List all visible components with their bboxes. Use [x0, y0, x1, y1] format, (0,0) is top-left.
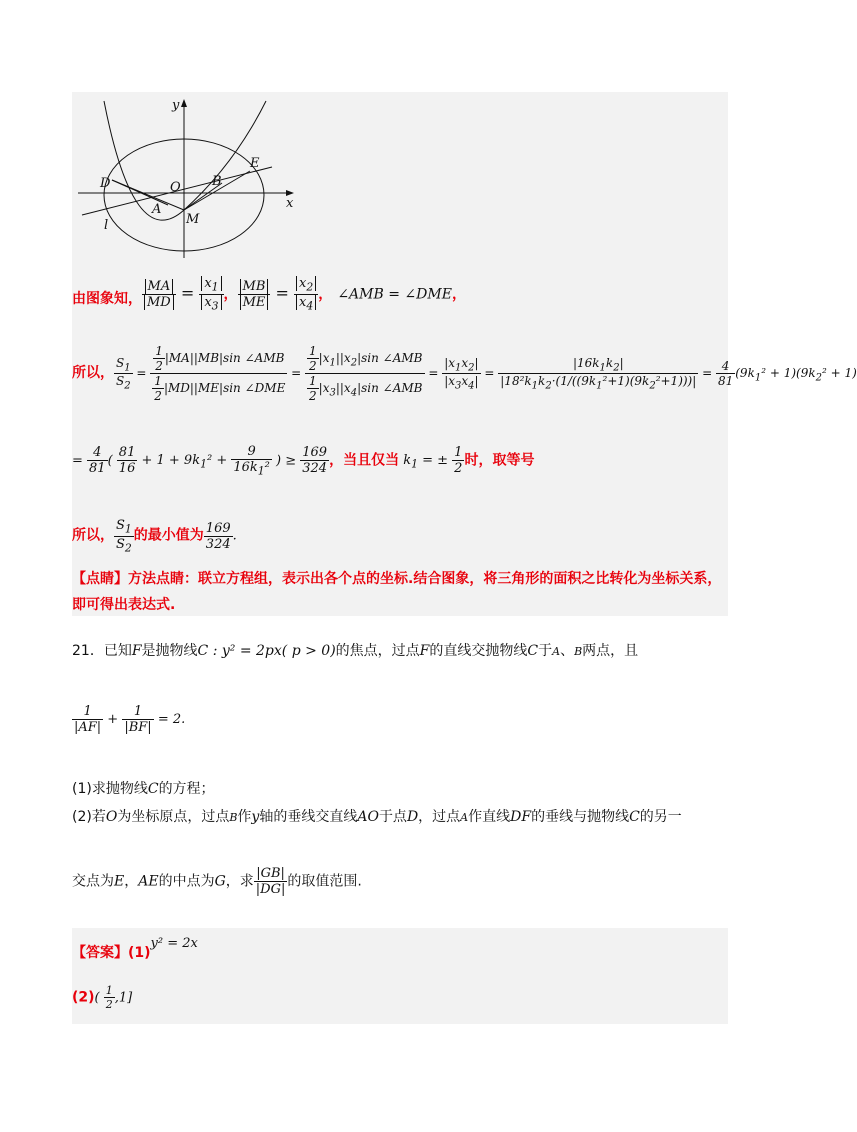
- fig-label-A: A: [152, 202, 162, 217]
- answer-line-1: 【答案】(1)y² = 2x: [72, 936, 198, 961]
- sol-line-1: 由图象知， $\frac{MA}{MD}$ = $\frac{x_1}{x_3}$ ， $\frac{MB}{ME}$ = $\frac{x_2}{x_4}$ ， ∠AMB = ∠DME，: [72, 276, 466, 313]
- q21-line-1: 21．已知F是抛物线C : y² = 2px( p > 0)的焦点，过点F的直线交抛物线C于A、B两点，且: [72, 643, 639, 659]
- sol-line-3: = $\frac{4}{81}$ ( $\frac{81}{16}$ + $1 + 9k_1^2$ + $\frac{9}{16k_1^2}$ ) ≥ $\frac{169}{324}$ ，当且仅当 $k_1$ = ± $\frac{1}{2}$ 时，取等号: [72, 444, 535, 478]
- tip-line-1: 【点睛】方法点睛：联立方程组，表示出各个点的坐标.结合图象，将三角形的面积之比转化为坐标关系，: [72, 571, 722, 587]
- fig-label-O: O: [170, 180, 181, 195]
- answer-line-2: (2)( $\frac{1}{2}$ ,1]: [72, 984, 133, 1011]
- q21-part-1: (1)求抛物线C的方程；: [72, 781, 215, 797]
- fig-label-M: M: [186, 212, 200, 227]
- fig-label-l: l: [104, 218, 109, 233]
- q21-equation: $\frac{1}{|AF|}$ + $\frac{1}{|BF|}$ = 2.: [74, 704, 186, 735]
- fig-label-x: x: [286, 196, 294, 211]
- figure-ellipse-parabola: [72, 95, 302, 265]
- sol-line-2: 所以， $\frac{S_1}{S_2}$ = $\frac{1}{2}$ |MA||MB|sin ∠AMB $\frac{1}{2}$ |MD||ME|sin ∠DME = $\frac{1}{2}$ $|x_1||x_2|\sin$ ∠AMB $\frac{1}{2}$ $|x_3||x_4|\sin$ ∠AMB = $\frac{|x_1x_2|}{|x_3x_4|}$ = $\frac{|16k_1k_2|}{|18^2k_1k_2\cdot(1/((9k_1^2+1)(9k_2^2+1)))|}$ = $\frac{4}{81}$ $(9k_1^2 + 1)(9k_2^2 + 1)$: [72, 344, 857, 403]
- fig-label-E: E: [250, 156, 260, 171]
- sol-line-4: 所以， $\frac{S_1}{S_2}$ 的最小值为 $\frac{169}{324}$ .: [72, 518, 237, 555]
- fig-label-D: D: [100, 176, 111, 191]
- fig-label-B: B: [212, 174, 222, 189]
- q21-part-2: (2)若O为坐标原点，过点B作y轴的垂线交直线AO于点D，过点A作直线DF的垂线与抛物线C的另一: [72, 809, 682, 825]
- angle-equality: ∠AMB = ∠DME: [337, 286, 452, 303]
- fig-label-y: y: [172, 98, 180, 113]
- tip-line-2: 即可得出表达式.: [72, 597, 176, 613]
- q21-part-2-cont: 交点为E，AE的中点为G，求 $\frac{|GB|}{|DG|}$ 的取值范围.: [72, 866, 362, 897]
